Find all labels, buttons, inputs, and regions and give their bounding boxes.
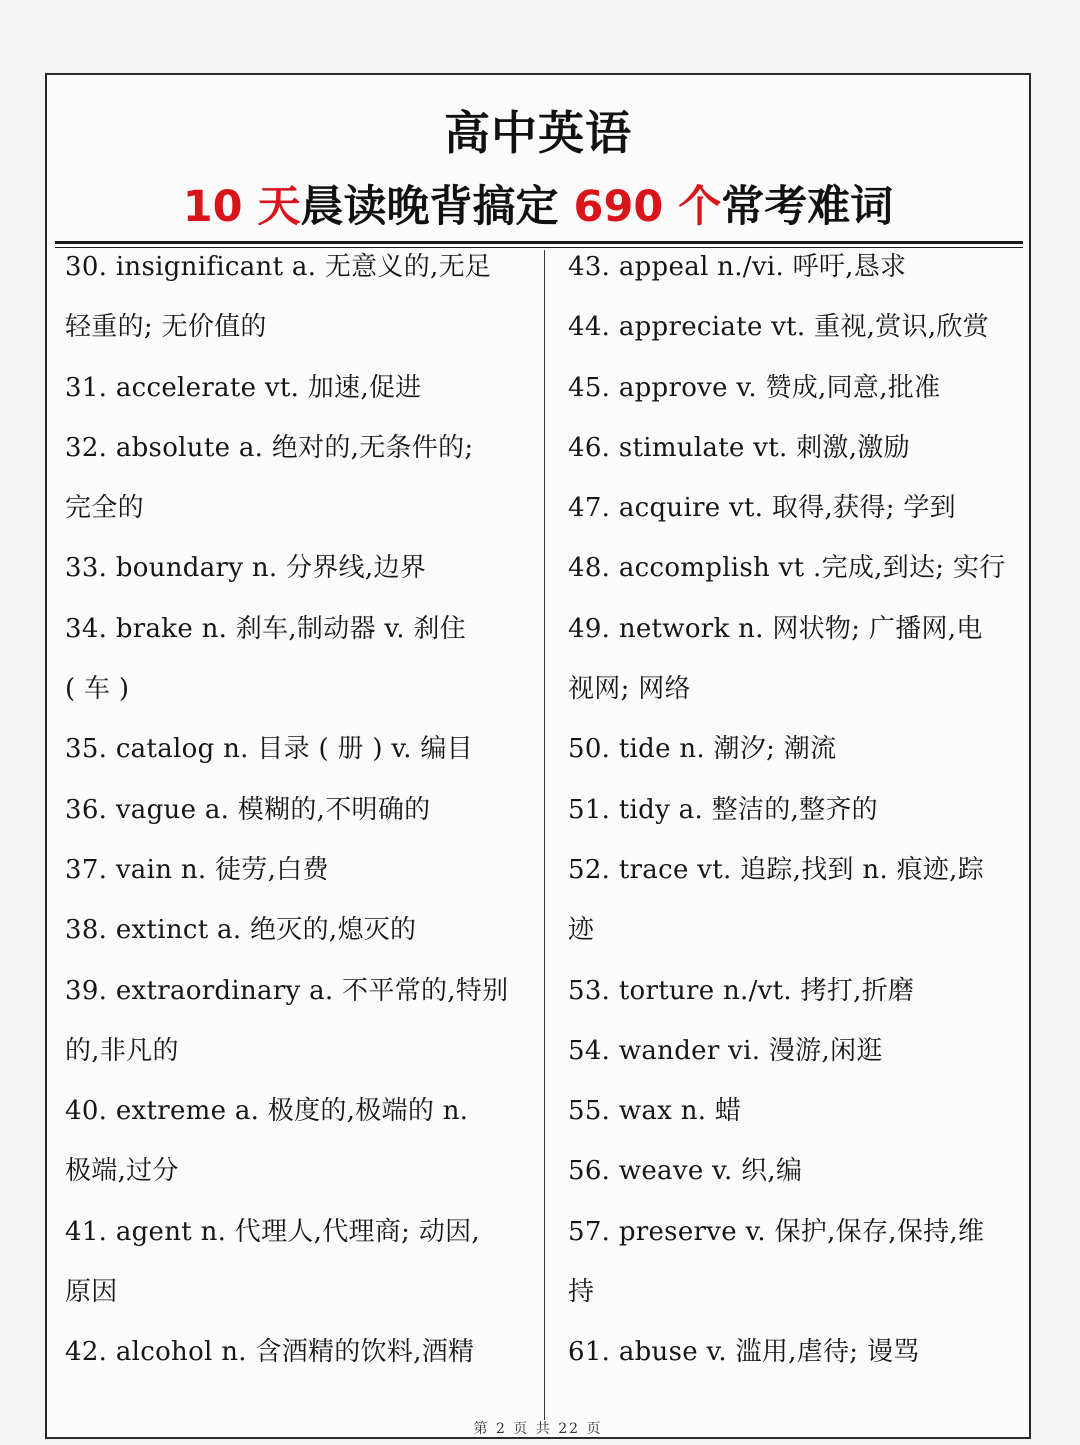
subtitle-text-2: 常考难词	[721, 182, 894, 232]
vocab-line: 39. extraordinary a. 不平常的,特别	[65, 975, 509, 1006]
subtitle-text-1: 晨读晚背搞定	[300, 182, 559, 232]
vocab-line: ( 车 )	[65, 674, 130, 705]
vocab-line: 56. weave v. 织,编	[568, 1156, 803, 1187]
vocab-line: 54. wander vi. 漫游,闲逛	[568, 1035, 883, 1066]
vocab-line: 37. vain n. 徒劳,白费	[65, 854, 329, 885]
column-divider	[544, 250, 545, 1420]
vocab-line: 55. wax n. 蜡	[568, 1096, 742, 1127]
vocab-line: 原因	[65, 1277, 118, 1308]
vocab-line: 41. agent n. 代理人,代理商; 动因,	[65, 1216, 480, 1247]
vocab-line: 轻重的; 无价值的	[65, 312, 267, 343]
vocab-line: 36. vague a. 模糊的,不明确的	[65, 794, 431, 825]
vocab-line: 34. brake n. 刹车,制动器 v. 刹住	[65, 613, 467, 644]
vocab-line: 迹	[568, 915, 595, 946]
vocab-line: 51. tidy a. 整洁的,整齐的	[568, 794, 878, 825]
subtitle-count: 690 个	[573, 182, 722, 232]
vocab-line: 46. stimulate vt. 刺激,激励	[568, 432, 910, 463]
vocab-line: 33. boundary n. 分界线,边界	[65, 553, 427, 584]
vocab-line: 44. appreciate vt. 重视,赏识,欣赏	[568, 312, 989, 343]
page-footer: 第 2 页 共 22 页	[473, 1421, 603, 1437]
vocab-line: 38. extinct a. 绝灭的,熄灭的	[65, 915, 417, 946]
vocab-line: 57. preserve v. 保护,保存,保持,维	[568, 1216, 985, 1247]
left-column	[65, 237, 535, 1383]
document-page	[45, 73, 1031, 1439]
vocab-line: 47. acquire vt. 取得,获得; 学到	[568, 493, 956, 524]
vocab-line: 50. tide n. 潮汐; 潮流	[568, 734, 837, 765]
vocab-line: 的,非凡的	[65, 1035, 179, 1066]
vocab-line: 42. alcohol n. 含酒精的饮料,酒精	[65, 1337, 475, 1368]
vocab-line: 31. accelerate vt. 加速,促进	[65, 372, 422, 403]
vocab-line: 持	[568, 1277, 595, 1308]
vocab-line: 视网; 网络	[568, 674, 691, 705]
right-column	[568, 237, 1028, 1383]
subtitle-days: 10 天	[182, 182, 301, 232]
vocab-line: 48. accomplish vt .完成,到达; 实行	[568, 553, 1006, 584]
vocab-line: 43. appeal n./vi. 呼吁,恳求	[568, 252, 907, 282]
vocab-line: 52. trace vt. 追踪,找到 n. 痕迹,踪	[568, 854, 985, 885]
vocab-line: 45. approve v. 赞成,同意,批准	[568, 372, 941, 403]
page-title: 高中英语	[444, 106, 632, 160]
vocab-line: 极端,过分	[65, 1156, 179, 1187]
vocab-line: 35. catalog n. 目录 ( 册 ) v. 编目	[65, 734, 473, 765]
vocab-line: 40. extreme a. 极度的,极端的 n.	[65, 1096, 469, 1127]
vocab-line: 30. insignificant a. 无意义的,无足	[65, 252, 492, 282]
vocab-line: 61. abuse v. 滥用,虐待; 谩骂	[568, 1337, 920, 1368]
vocab-line: 49. network n. 网状物; 广播网,电	[568, 613, 983, 644]
vocab-line: 53. torture n./vt. 拷打,折磨	[568, 975, 915, 1006]
page-subtitle	[47, 173, 1029, 234]
vocab-line: 32. absolute a. 绝对的,无条件的;	[65, 432, 474, 463]
vocab-line: 完全的	[65, 493, 144, 524]
